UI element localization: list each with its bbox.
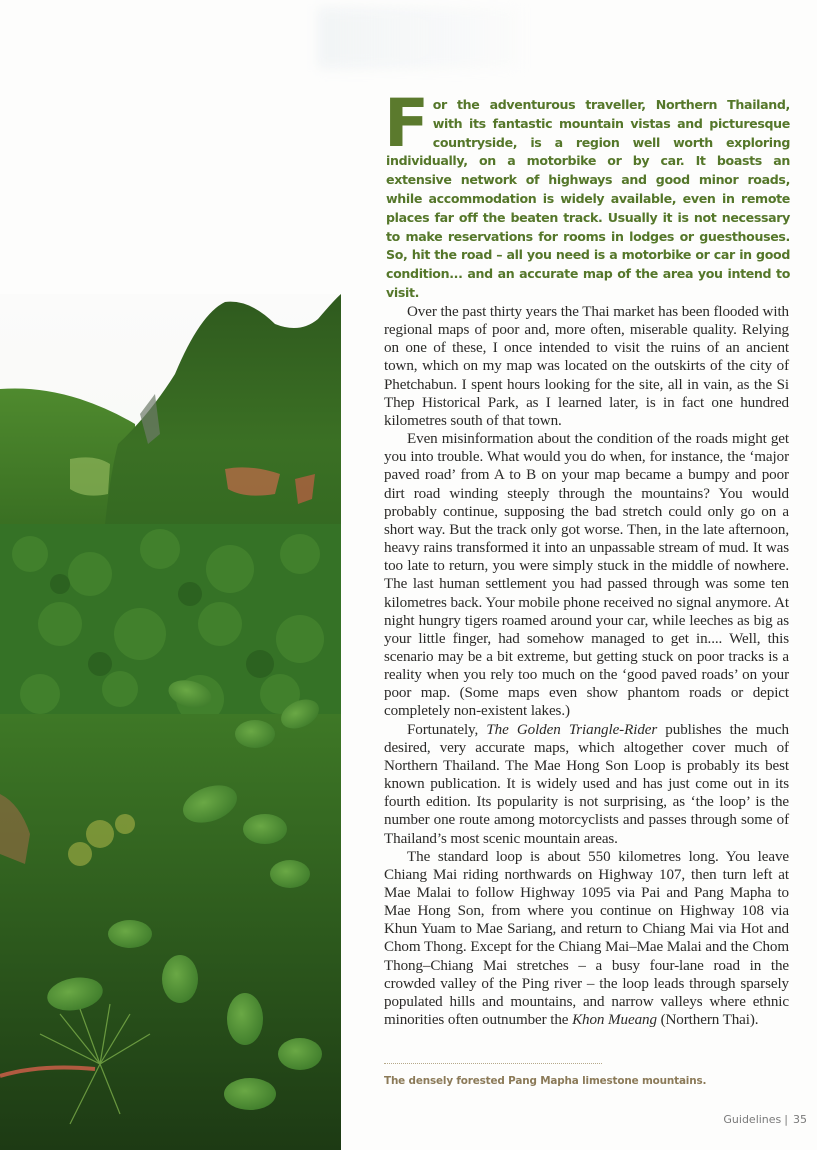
italic-title: Khon Mueang — [572, 1012, 657, 1029]
article-body — [384, 303, 789, 1029]
paragraph-text: Even misinformation about the condition of the roads might get you into trouble. What would you do when, for instance, the ‘major paved road’ from A to B on your map became a bumpy and poor dirt road winding steeply through the mountains? You would probably continue, supposing the bad stretch could only go on a short way. But the track only got worse. Then, in the late afternoon, heavy rains transformed it into an unpassable stream of mud. It was too late to return, you were simply stuck in the middle of nowhere. The last human settlement you had passed through was some ten kilometres back. Your mobile phone received no signal anymore. At night hungry tigers roamed around your car, while leeches as big as your little finger, had somehow managed to get in.... Well, this scenario may be a bit extreme, but getting stuck on poor tracks is a reality when you rely too much on the ‘good paved roads’ on your poor map. (Some maps even show phantom roads or depict completely non-existent lakes.) — [384, 431, 789, 720]
paragraph-text: Over the past thirty years the Thai market has been flooded with regional maps of poor and, more often, miserable quality. Relying on one of these, I once intended to visit the ruins of an ancient town, which on my map was located on the outskirts of the city of Phetchabun. I spent hours looking for the site, all in vain, as the Si Thep Historical Park, as I learned later, is in fact one hundred kilometres south of that town. — [384, 304, 789, 429]
body-paragraph — [384, 848, 789, 1030]
mountain-photo — [0, 294, 341, 1150]
red-rock-face — [225, 467, 280, 495]
italic-title: The Golden Triangle-Rider — [486, 721, 658, 738]
body-paragraph — [384, 303, 789, 430]
footer-separator: | — [784, 1113, 788, 1126]
drop-cap: F — [384, 85, 429, 162]
paragraph-text: (Northern Thai). — [656, 1012, 759, 1029]
paragraph-text: The standard loop is about 550 kilometres long. You leave Chiang Mai riding northwards on Highway 107, then turn left at Mae Malai to follow Highway 1095 via Pai and Pang Mapha to Mae Hong Son, from where you continue on Highway 108 via Khun Yuam to Mae Sariang, and return to Chiang Mai via Hot and Chom Thong. Except for the Chiang Mai–Mae Malai and the Chom Thong–Chiang Mai stretches – a busy four-lane road in the crowded valley of the Ping river – the loop leads through sparsely populated hills and mountains, and narrow valleys where ethnic minorities often outnumber the — [384, 848, 789, 1029]
intro-lede — [384, 85, 790, 303]
body-paragraph — [384, 721, 789, 848]
paragraph-text: Fortunately, — [407, 721, 487, 738]
show-through-artifact — [318, 8, 518, 68]
clearing — [70, 457, 110, 495]
photo-illustration — [0, 294, 341, 1150]
foreground-foliage — [0, 714, 341, 1150]
page-footer — [723, 1113, 807, 1126]
photo-caption: The densely forested Pang Mapha limestone mountains. — [384, 1075, 707, 1087]
body-paragraph — [384, 430, 789, 721]
section-name: Guidelines — [723, 1113, 782, 1126]
paragraph-text: publishes the much desired, very accurate maps, which altogether cover much of Northern Thailand. The Mae Hong Son Loop is probably its best known publication. It is widely used and has just come out in its fourth edition. Its popularity is not surprising, as ‘the loop’ is the number one route among motorcyclists and passes through some of Thailand’s most scenic mountain areas. — [384, 721, 790, 847]
page-number: 35 — [793, 1113, 807, 1126]
intro-text: or the adventurous traveller, Northern Thailand, with its fantastic mountain vistas and picturesque countryside, is a region well worth exploring individually, on a motorbike or by car. It boasts an extensive network of highways and good minor roads, while accommodation is widely available, even in remote places far off the beaten track. Usually it is not necessary to make reservations for rooms in lodges or guesthouses. So, hit the road – all you need is a motorbike or car in good condition... and an accurate map of the area you intend to visit. — [386, 97, 790, 300]
caption-divider — [384, 1063, 602, 1064]
